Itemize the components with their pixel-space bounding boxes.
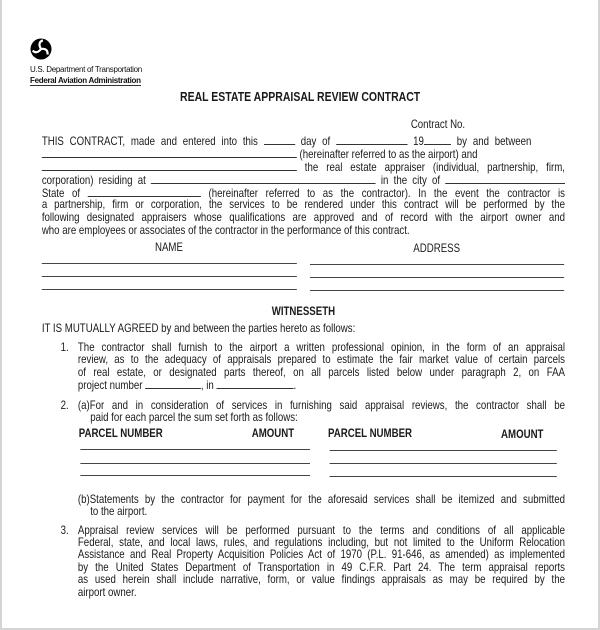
address-line-2[interactable] <box>310 277 564 278</box>
name-line-3[interactable] <box>42 289 297 290</box>
text: project number <box>77 378 143 392</box>
parcel-line-right-2[interactable] <box>330 463 557 464</box>
item-3-line-1: Appraisal review services will be performed pursuant to the terms and conditions of all applicable <box>77 523 565 537</box>
item-2-line-1: (a)For and in consideration of services in furnishing said appraisal reviews, the contractor shall be <box>77 398 565 412</box>
intro-line-7: following designated appraisers whose qualifications are approved and of record with the airport owner and <box>41 210 565 224</box>
amount-header-left: AMOUNT <box>251 426 295 440</box>
text: by and between <box>456 134 532 148</box>
item-2-number: 2. <box>60 398 69 412</box>
agreed-line: IT IS MUTUALLY AGREED by and between the parties hereto as follows: <box>41 321 356 335</box>
parcel-line-left-3[interactable] <box>80 475 310 476</box>
parcel-number-header-left: PARCEL NUMBER <box>78 426 163 440</box>
item-1-line-1: The contractor shall furnish to the airport a written professional opinion, in the form of an appraisal <box>77 340 565 354</box>
department-name: U.S. Department of Transportation <box>30 65 142 74</box>
item-1-line-2: review, as to the adequacy of appraisals prepared to estimate the fair market value of certain parcels <box>77 352 565 366</box>
text: , in <box>200 378 214 392</box>
amount-header-right: AMOUNT <box>501 427 544 441</box>
item-3-line-2: Federal, state, and local laws, rules, and regulations including, but not limited to the Uniform Relocation <box>77 535 565 549</box>
document-title: REAL ESTATE APPRAISAL REVIEW CONTRACT <box>180 89 421 104</box>
intro-line-6: a partnership, firm or corporation, the services to be rendered under this contract will be performed by the <box>41 197 565 211</box>
item-1-line-3: of real estate, or designated parts thereof, on all parcels listed below under paragraph 2, on FAA <box>77 365 565 379</box>
parcel-line-left-1[interactable] <box>80 449 310 450</box>
item-2b-line-2: to the airport. <box>90 504 148 518</box>
parcel-number-header-right: PARCEL NUMBER <box>328 426 413 440</box>
text: (hereinafter referred to as the contractor). In the event the contractor is <box>208 186 565 200</box>
text: . <box>293 378 297 392</box>
item-3-line-4: by the United States Department of Transportation in 49 C.F.R. Part 24. The term appraisal reports <box>77 560 565 574</box>
month-blank[interactable] <box>336 135 407 145</box>
text: in the city of <box>380 173 441 187</box>
day-blank[interactable] <box>264 135 295 145</box>
text: day of <box>300 134 331 148</box>
item-3-line-3: Assistance and Real Property Acquisition Policies Act of 1970 (P.L. 91-646, as amended) as implemented <box>77 547 565 561</box>
agency-name: Federal Aviation Administration <box>30 76 141 85</box>
project-location-blank[interactable] <box>216 379 293 389</box>
parcel-line-right-3[interactable] <box>330 476 557 477</box>
city-blank[interactable] <box>445 174 565 184</box>
item-1-number: 1. <box>60 340 69 354</box>
state-blank[interactable] <box>88 187 201 197</box>
text: 19 <box>413 134 424 148</box>
text: (hereinafter referred to as the airport) and <box>299 147 478 161</box>
name-line-2[interactable] <box>42 276 297 277</box>
item-3-line-5: as used herein shall include narrative, form, or value findings appraisals as may be required by the <box>77 572 565 586</box>
text: the real estate appraiser (individual, partnership, firm, <box>304 160 565 174</box>
name-column-header: NAME <box>154 240 183 254</box>
airport-name-blank[interactable] <box>42 148 297 158</box>
item-3-number: 3. <box>60 523 69 537</box>
address-line-3[interactable] <box>310 290 564 291</box>
parcel-line-right-1[interactable] <box>330 450 557 451</box>
item-2b-line-1: (b)Statements by the contractor for payment for the aforesaid services shall be itemized and submitted <box>77 492 565 506</box>
contract-number-label: Contract No. <box>410 117 466 131</box>
item-1-line-4 <box>78 379 296 392</box>
item-2-line-2: paid for each parcel the sum set forth as follows: <box>90 410 298 424</box>
residence-blank[interactable] <box>151 174 376 184</box>
witnesseth-heading: WITNESSETH <box>271 304 336 318</box>
parcel-line-left-2[interactable] <box>80 463 310 464</box>
name-line-1[interactable] <box>42 263 297 264</box>
item-3-line-6: airport owner. <box>77 585 137 599</box>
text: THIS CONTRACT, made and entered into this <box>41 134 258 148</box>
text: State of <box>41 186 81 200</box>
project-number-blank[interactable] <box>145 379 201 389</box>
appraiser-name-blank[interactable] <box>42 161 297 171</box>
text: corporation) residing at <box>41 173 146 187</box>
address-line-1[interactable] <box>310 264 564 265</box>
address-column-header: ADDRESS <box>413 241 461 255</box>
intro-line-8: who are employees or associates of the contractor in the performance of this contract. <box>41 223 410 237</box>
year-blank[interactable] <box>424 135 451 145</box>
